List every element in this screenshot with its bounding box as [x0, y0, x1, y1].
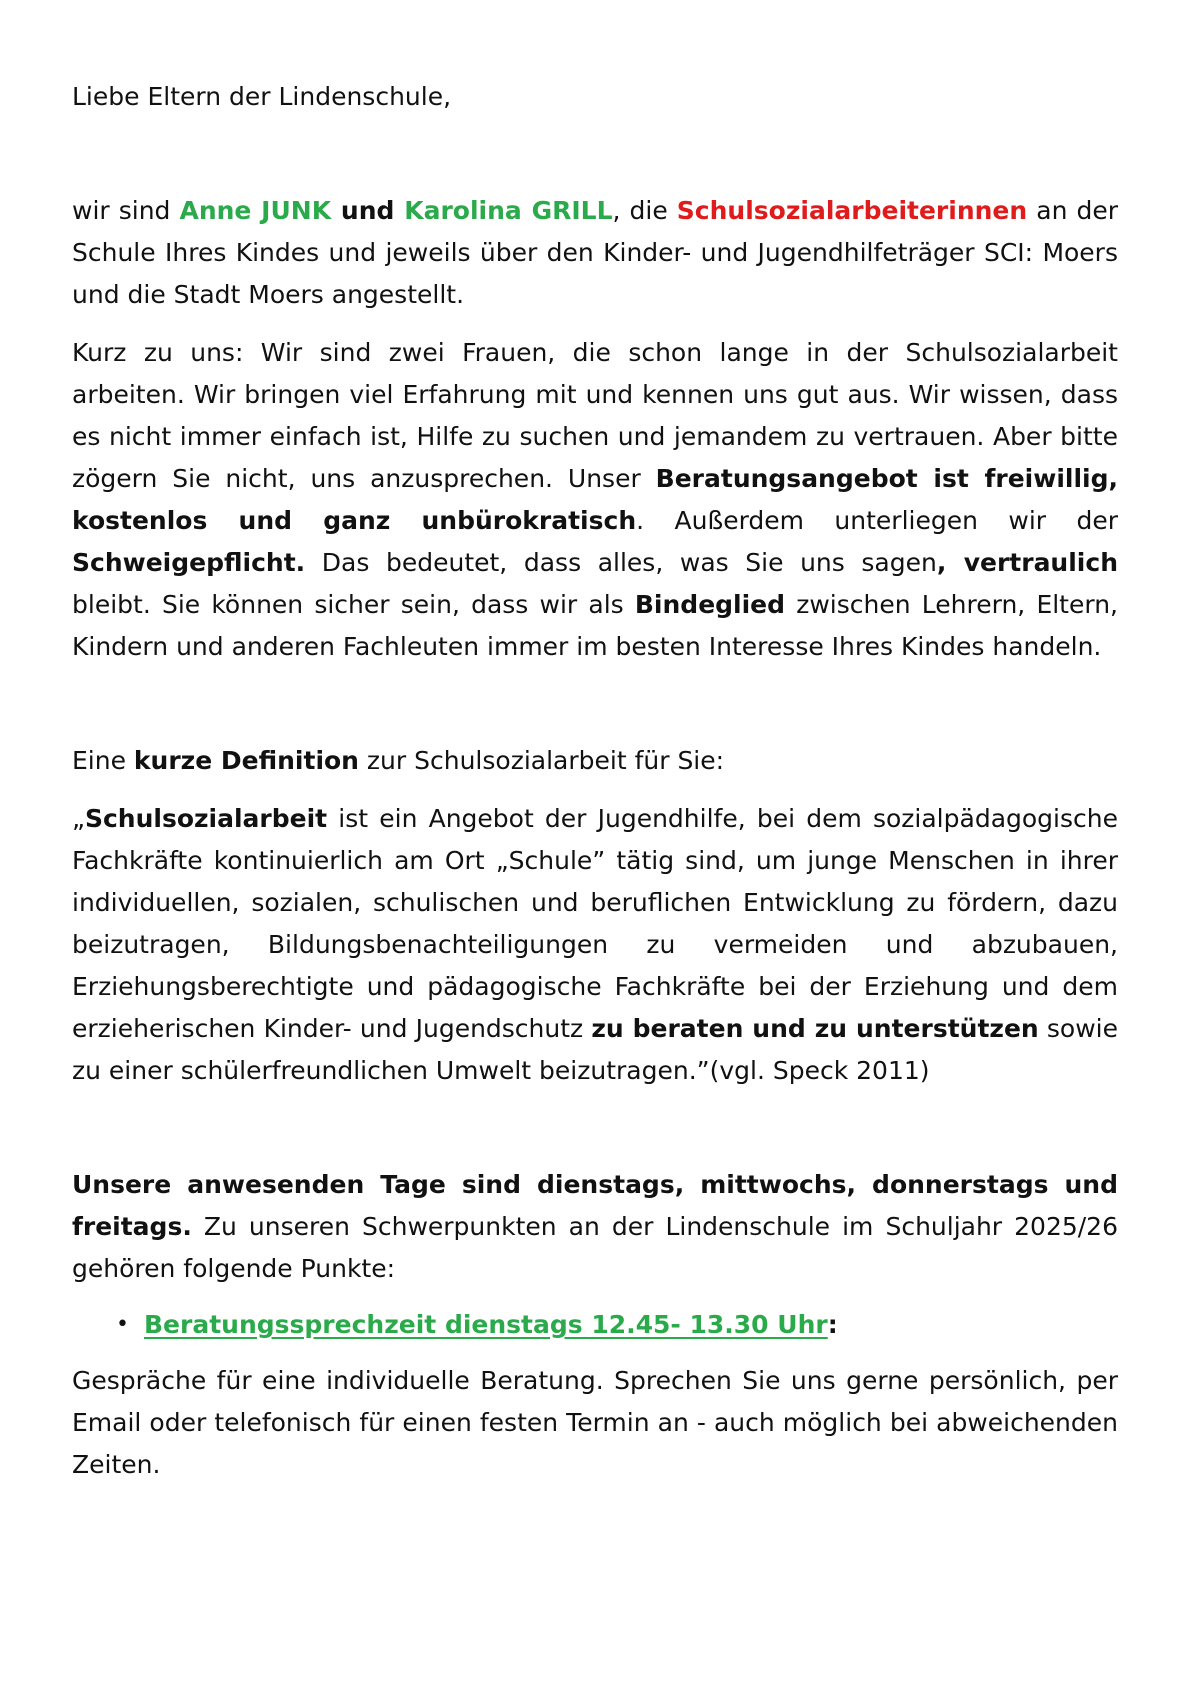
definition-intro-bold: kurze Definition [133, 746, 359, 775]
definition-intro-text: zur Schulsozialarbeit für Sie: [358, 746, 725, 775]
about-text: . Außerdem unterliegen wir der [636, 506, 1118, 535]
days-bold: Unsere anwesenden Tage sind dienstags, mittwochs, donnerstags und freitags. [72, 1170, 1118, 1241]
definition-intro-text: Eine [72, 746, 134, 775]
about-text: bleibt. Sie können sicher sein, dass wir als [72, 590, 635, 619]
definition-text: sowie zu einer schülerfreundlichen Umwelt beizutragen.”(vgl. Speck 2011) [72, 1014, 1118, 1085]
about-text: zwischen Lehrern, Eltern, Kindern und anderen Fachleuten immer im besten Interesse Ihres Kindes handeln. [72, 590, 1118, 661]
about-bold-offer: Beratungsangebot ist freiwillig, kostenlos und ganz unbürokratisch [72, 464, 1118, 535]
intro-text: , die [612, 196, 677, 225]
intro-paragraph [72, 190, 1118, 316]
definition-quote [72, 798, 1118, 1092]
definition-text: „ [72, 804, 85, 833]
definition-intro [72, 740, 1118, 782]
name-karolina-grill: Karolina GRILL [404, 196, 613, 225]
intro-text: an der Schule Ihres Kindes und jeweils über den Kinder- und Jugendhilfeträger SCI: Moers und die Stadt Moers angestellt. [72, 196, 1118, 309]
list-item [116, 1304, 1118, 1346]
bullet-icon: • [116, 1312, 129, 1337]
about-bold-link: Bindeglied [634, 590, 786, 619]
definition-bold-support: zu beraten und zu unterstützen [591, 1014, 1039, 1043]
about-text: Das bedeutet, dass alles, was Sie uns sagen [305, 548, 937, 577]
about-paragraph [72, 332, 1118, 668]
definition-bold-term: Schulsozialarbeit [84, 804, 328, 833]
consultation-hours-title: Beratungssprechzeit dienstags 12.45- 13.30 Uhr [144, 1310, 828, 1339]
days-text: Zu unseren Schwerpunkten an der Lindenschule im Schuljahr 2025/26 gehören folgende Punkte: [72, 1212, 1118, 1283]
days-paragraph [72, 1164, 1118, 1290]
intro-and: und [331, 196, 405, 225]
list-item-suffix: : [827, 1310, 838, 1339]
about-bold-confidential: , vertraulich [936, 548, 1118, 577]
greeting: Liebe Eltern der Lindenschule, [72, 82, 452, 111]
definition-text: ist ein Angebot der Jugendhilfe, bei dem sozialpädagogische Fachkräfte kontinuierlich am Ort „Schule” tätig sind, um junge Menschen in ihrer individuellen, sozialen, schulischen und beruflichen Entwicklung zu fördern, dazu beizutragen, Bildungsbenachteiligungen zu vermeiden und abzubauen, Erziehungsberechtigte und pädagogische Fachkräfte bei der Erziehung und dem erzieherischen Kinder- und Jugendschutz [72, 804, 1118, 1043]
consultation-paragraph: Gespräche für eine individuelle Beratung. Sprechen Sie uns gerne persönlich, per Email oder telefonisch für einen festen Termin an - auch möglich bei abweichenden Zeiten. [72, 1366, 1118, 1479]
intro-text: wir sind [72, 196, 180, 225]
about-text: Kurz zu uns: Wir sind zwei Frauen, die schon lange in der Schulsozialarbeit arbeiten. Wir bringen viel Erfahrung mit und kennen uns gut aus. Wir wissen, dass es nicht immer einfach ist, Hilfe zu suchen und jemandem zu vertrauen. Aber bitte zögern Sie nicht, uns anzusprechen. Unser [72, 338, 1118, 493]
about-bold-confidentiality: Schweigepflicht. [72, 548, 306, 577]
focus-points-list [72, 1304, 1118, 1346]
name-anne-junk: Anne JUNK [179, 196, 332, 225]
role-title: Schulsozialarbeiterinnen [676, 196, 1028, 225]
